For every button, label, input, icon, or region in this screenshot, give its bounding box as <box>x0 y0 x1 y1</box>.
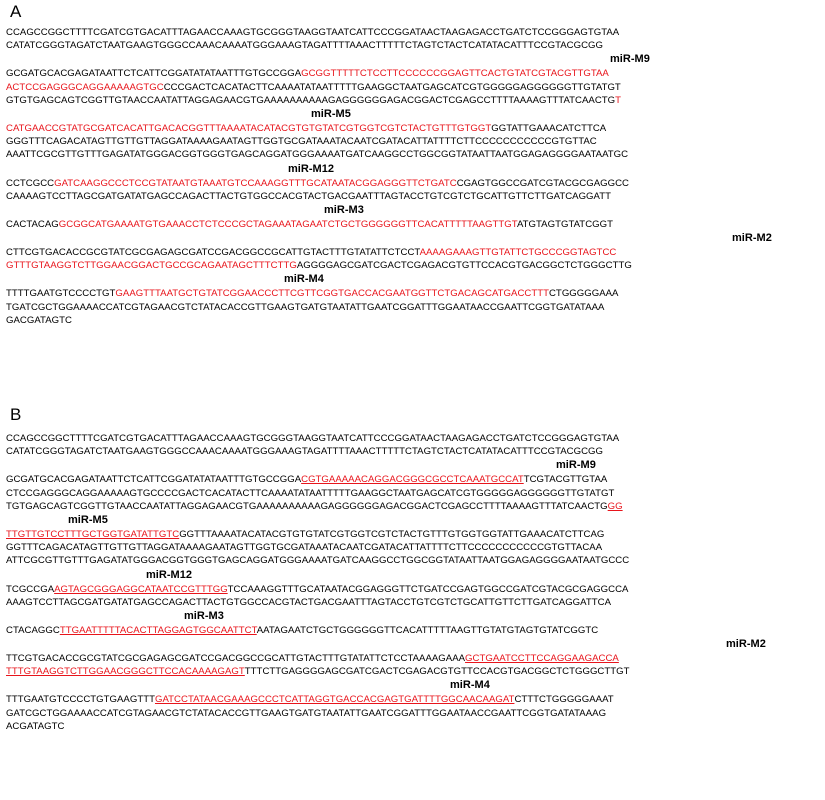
sequence-line <box>6 148 824 161</box>
mirna-label: miR-M4 <box>450 679 490 692</box>
sequence-segment: TCGCCGA <box>6 583 55 595</box>
sequence-segment: CCCGACTCACATACTTCAAAATATAATTTTTGAAGGCTAATGAGCATCGTGGGGGAGGGGGGTTGTATGT <box>163 81 621 93</box>
panel-a-sequence <box>6 26 824 327</box>
mirna-label: miR-M9 <box>556 459 596 472</box>
sequence-segment: TTTCTTGAGGGGAGCGATCGACTCGAGACGTGTTCCACGTGACGGCTCTGGGCTTGT <box>244 666 630 678</box>
sequence-segment: ATGTAGTGTATCGGT <box>516 218 613 230</box>
mirna-label: miR-M5 <box>311 107 351 120</box>
target-site-segment: CGTGAAAAACAGGACGGGCGCCTCAAATGCCAT <box>301 474 524 486</box>
sequence-line <box>6 287 824 300</box>
sequence-segment: CATATCGGGTAGATCTAATGAAGTGGGCCAAACAAAATGGGAAAGTAGATTTTAAACTTTTTCTAGTCTACTCATATACATTTCCGTACGCGG <box>6 446 604 458</box>
sequence-line <box>6 190 824 203</box>
sequence-line <box>6 624 824 637</box>
sequence-line <box>6 301 824 314</box>
mirna-label-row <box>6 203 824 218</box>
sequence-line <box>6 81 824 94</box>
target-site-segment: GCTGAATCCTTCCAGGAAGACCA <box>465 653 619 665</box>
sequence-segment: CTACAGGC <box>6 624 60 636</box>
sequence-line <box>6 693 824 706</box>
sequence-line <box>6 500 824 513</box>
mirna-label: miR-M3 <box>184 609 224 622</box>
sequence-segment: TGTGAGCAGTCGGTTGTAACCAATATTAGGAGAACGTGAAAAAAAAAAGAGGGGGGAGACGGACTCGAGCCTTTTAAAAGTTTATCAACTG <box>6 500 608 512</box>
sequence-segment: CCTCGCC <box>6 177 55 189</box>
mirna-label-row <box>6 678 824 693</box>
sequence-line <box>6 445 824 458</box>
sequence-segment: CCAGCCGGCTTTTCGATCGTGACATTTAGAACCAAAGTGCGGGTAAGGTAATCATTCCCGGATAACTAAGAGACCTGATCTCCGGGAGTGTAA <box>6 433 620 444</box>
target-site-segment: GATCCTATAACGAAAGCCCTCATTAGGTGACCACGAGTGATTTTGGCAACAAGAT <box>154 694 515 706</box>
mirna-precursor-segment: GATCAAGGCCCTCCGTATAATGTAAATGTCCAAAGGTTTGCATAATACGGAGGGTTCTGATC <box>54 177 457 189</box>
sequence-line <box>6 541 824 554</box>
mirna-label: miR-M9 <box>610 53 650 66</box>
sequence-line <box>6 94 824 107</box>
sequence-segment: AGGGGAGCGATCGACTCGAGACGTGTTCCACGTGACGGCTCTGGGCTTG <box>296 260 632 272</box>
sequence-line <box>6 259 824 272</box>
sequence-segment: GGTTTCAGACATAGTTGTTGTTAGGATAAAAGAATAGTTGGTGCGATAAATACAATCGATACATTATTTTCTTCCCCCCCCCCCGTGTTACAA <box>6 542 603 554</box>
target-site-segment: TTGTTGTCCTTTGCTGGTGATATTGTC <box>6 528 180 540</box>
sequence-segment: AAATTCGCGTTGTTTGAGATATGGGACGGTGGGTGAGCAGGATGGGAAAATGATCAAGGCCTGGCGGTATAATTAATGGAGAGGGGAATAATGC <box>6 149 629 161</box>
sequence-line <box>6 122 824 135</box>
mirna-label: miR-M12 <box>146 568 192 581</box>
mirna-precursor-segment: GAAGTTTAATGCTGTATCGGAACCCTTCGTTCGGTGACCACGAATGGTTCTGACAGCATGACCTTT <box>115 288 549 300</box>
sequence-segment: GGTATTGAAACATCTTCA <box>491 122 607 134</box>
mirna-label-row <box>6 637 824 652</box>
mirna-label-row <box>6 52 824 67</box>
sequence-segment: CTCCGAGGGCAGGAAAAAGTGCCCCGACTCACATACTTCAAAATATAATTTTTGAAGGCTAATGAGCATCGTGGGGGAGGGGGGTTGTATGT <box>6 487 615 499</box>
sequence-line <box>6 720 824 733</box>
mirna-label-row <box>6 609 824 624</box>
target-site-segment: TTTGTAAGGTCTTGGAACGGGCTTCCACAAAAGAGT <box>6 666 245 678</box>
sequence-segment: GGTTTAAAATACATACGTGTGTATCGTGGTCGTCTACTGTTTGTGGTGGTATTGAAACATCTTCAG <box>179 528 605 540</box>
sequence-segment: CGAGTGGCCGATCGTACGCGAGGCC <box>456 177 629 189</box>
sequence-line <box>6 487 824 500</box>
sequence-line <box>6 218 824 231</box>
target-site-segment: AGTAGCGGGAGGCATAATCCGTTTGG <box>54 583 228 595</box>
sequence-line <box>6 583 824 596</box>
sequence-segment: CTGGGGGAAA <box>548 288 619 300</box>
sequence-segment: GTGTGAGCAGTCGGTTGTAACCAATATTAGGAGAACGTGAAAAAAAAAAGAGGGGGGAGACGGACTCGAGCCTTTTAAAAGTTTATCAACTG <box>6 94 616 106</box>
sequence-segment: ATTCGCGTTGTTTGAGATATGGGACGGTGGGTGAGCAGGATGGGAAAATGATCAAGGCCTGGCGGTATAATTAATGGAGAGGGGAATAATGCCC <box>6 555 630 567</box>
sequence-segment: CATATCGGGTAGATCTAATGAAGTGGGCCAAACAAAATGGGAAAGTAGATTTTAAACTTTTTCTAGTCTACTCATATACATTTCCGTACGCGG <box>6 40 604 52</box>
mirna-precursor-segment: GCGGTTTTTCTCCTTCCCCCCGGAGTTCACTGTATCGTACGTTGTAA <box>301 68 609 80</box>
mirna-label-row <box>6 231 824 246</box>
sequence-line <box>6 26 824 39</box>
sequence-segment: TTTTGAATGTCCCCTGT <box>6 288 116 300</box>
sequence-segment: AAAGTCCTTAGCGATGATATGAGCCAGACTTACTGTGGCCACGTACTGACGAATTTAGTACCTGTCGTCTGCATTGTTCTTGATCAGGATTCA <box>6 596 611 608</box>
sequence-line <box>6 528 824 541</box>
mirna-label-row <box>6 162 824 177</box>
mirna-label: miR-M3 <box>324 203 364 216</box>
sequence-segment: GATCGCTGGAAAACCATCGTAGAACGTCTATACACCGTTGAAGTGATGTAATATTGAATCGGATTTGGAATAACCGAATTCGGTGATATAAAG <box>6 707 607 719</box>
sequence-segment: GCGATGCACGAGATAATTCTCATTCGGATATATAATTTGTGCCGGA <box>6 68 302 80</box>
mirna-precursor-segment: CATGAACCGTATGCGATCACATTGACACGGTTTAAAATACATACGTGTGTATCGTGGTCGTCTACTGTTTGTGGT <box>6 122 492 134</box>
sequence-segment: ACGATAGTC <box>6 720 65 732</box>
mirna-label: miR-M2 <box>726 638 766 651</box>
sequence-line <box>6 246 824 259</box>
mirna-precursor-segment: GCGGCATGAAAATGTGAAACCTCTCCCGCTAGAAATAGAATCTGCTGGGGGGTTCACATTTTTAAGTTGT <box>58 218 517 230</box>
sequence-line <box>6 554 824 567</box>
mirna-label-row <box>6 458 824 473</box>
sequence-segment: AATAGAATCTGCTGGGGGGTTCACATTTTTAAGTTGTATGTAGTGTATCGGTC <box>256 624 599 636</box>
panel-b-sequence <box>6 432 824 733</box>
panel-a-label: A <box>10 2 22 21</box>
sequence-line <box>6 707 824 720</box>
sequence-line <box>6 67 824 80</box>
sequence-segment: TCCAAAGGTTTGCATAATACGGAGGGTTCTGATCCGAGTGGCCGATCGTACGCGAGGCCA <box>227 583 629 595</box>
sequence-segment: TCGTACGTTGTAA <box>523 474 608 486</box>
sequence-segment: GCGATGCACGAGATAATTCTCATTCGGATATATAATTTGTGCCGGA <box>6 474 302 486</box>
panel-b-label: B <box>10 405 22 424</box>
mirna-precursor-segment: ACTCCGAGGGCAGGAAAAAGTGC <box>6 81 164 93</box>
mirna-label-row <box>6 107 824 122</box>
sequence-line <box>6 432 824 445</box>
mirna-label: miR-M12 <box>288 162 334 175</box>
sequence-segment: TTCGTGACACCGCGTATCGCGAGAGCGATCCGACGGCCGCATTGTACTTTGTATATTCTCCTAAAAGAAA <box>6 653 466 665</box>
target-site-segment: GG <box>607 500 623 512</box>
mirna-label-row <box>6 513 824 528</box>
mirna-label: miR-M4 <box>284 273 324 286</box>
sequence-line <box>6 665 824 678</box>
target-site-segment: TTGAATTTTTACACTTAGGAGTGGCAATTCT <box>59 624 257 636</box>
mirna-precursor-segment: AAAAGAAAGTTGTATTCTGCCCGGTAGTCC <box>419 247 617 259</box>
sequence-line <box>6 652 824 665</box>
mirna-precursor-segment: GTTTGTAAGGTCTTGGAACGGACTGCCGCAGAATAGCTTTCTTG <box>6 260 297 272</box>
sequence-line <box>6 135 824 148</box>
sequence-segment: TTTGAATGTCCCCTGTGAAGTTT <box>6 694 155 706</box>
sequence-segment: TGATCGCTGGAAAACCATCGTAGAACGTCTATACACCGTTGAAGTGATGTAATATTGAATCGGATTTGGAATAACCGAATTCGGTGATATAAA <box>6 301 605 313</box>
sequence-line <box>6 177 824 190</box>
sequence-segment: CTTTCTGGGGGAAAT <box>514 694 614 706</box>
sequence-segment: CCAGCCGGCTTTTCGATCGTGACATTTAGAACCAAAGTGCGGGTAAGGTAATCATTCCCGGATAACTAAGAGACCTGATCTCCGGGAGTGTAA <box>6 27 620 38</box>
mirna-label-row <box>6 272 824 287</box>
sequence-segment: GGGTTTCAGACATAGTTGTTGTTAGGATAAAAGAATAGTTGGTGCGATAAATACAATCGATACATTATTTTCTTCCCCCCCCCCCGTGTTAC <box>6 136 597 148</box>
sequence-segment: CAAAAGTCCTTAGCGATGATATGAGCCAGACTTACTGTGGCCACGTACTGACGAATTTAGTACCTGTCGTCTGCATTGTTCTTGATCAGGATT <box>6 190 611 202</box>
mirna-label: miR-M2 <box>732 232 772 245</box>
mirna-precursor-segment: T <box>615 94 622 106</box>
mirna-label-row <box>6 568 824 583</box>
sequence-segment: CTTCGTGACACCGCGTATCGCGAGAGCGATCCGACGGCCGCATTGTACTTTGTATATTCTCCT <box>6 247 420 259</box>
sequence-line <box>6 39 824 52</box>
sequence-line <box>6 473 824 486</box>
sequence-segment: CACTACAG <box>6 218 59 230</box>
sequence-segment: GACGATAGTC <box>6 314 72 326</box>
mirna-label: miR-M5 <box>68 513 108 526</box>
sequence-line <box>6 596 824 609</box>
sequence-line <box>6 314 824 327</box>
